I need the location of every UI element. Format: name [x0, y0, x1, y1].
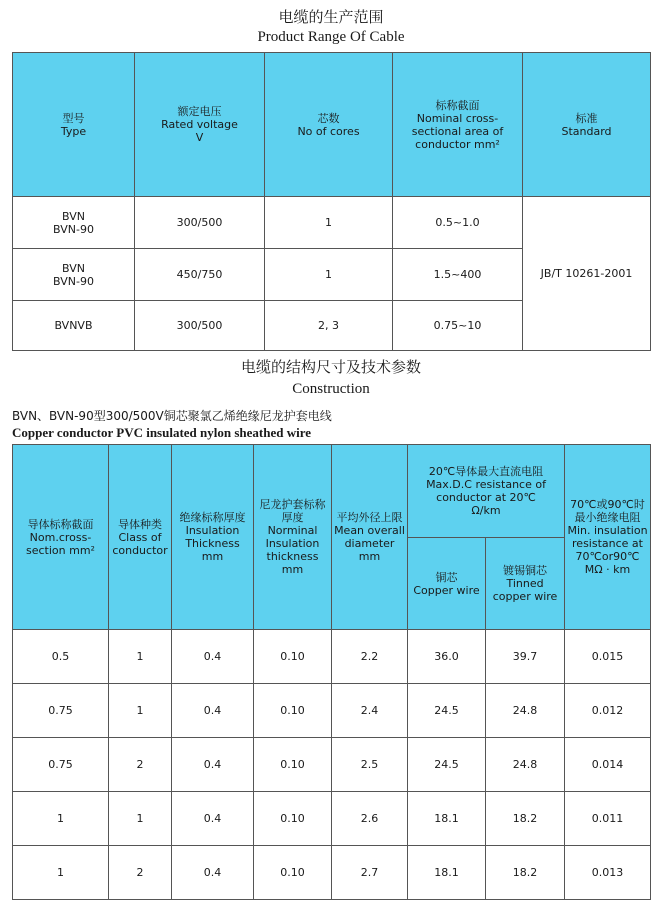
table-row	[13, 684, 651, 738]
cell-tinned: 24.8	[486, 684, 565, 738]
cell-standard: JB/T 10261-2001	[523, 197, 651, 351]
header-tinned-en: Tinned copper wire	[492, 577, 558, 603]
header-nom-area-en: Nom.cross-section mm²	[26, 530, 95, 557]
header-standard	[523, 53, 651, 197]
cell-tinned: 18.2	[486, 846, 565, 900]
table-row	[13, 738, 651, 792]
cell-area: 0.5~1.0	[393, 197, 523, 249]
product-range-table	[12, 52, 651, 351]
cell-class: 1	[109, 792, 172, 846]
product-range-header-row	[13, 53, 651, 197]
header-class-cn: 导体种类	[118, 517, 162, 531]
header-resistance	[408, 445, 565, 538]
header-insulation-en: Insulation Thickness mm	[185, 524, 240, 563]
cell-nylon: 0.10	[254, 684, 332, 738]
cell-cores: 1	[265, 249, 393, 301]
header-standard-cn: 标准	[575, 111, 598, 125]
header-copper-en: Copper wire	[413, 583, 480, 597]
cell-nom-area: 0.75	[13, 738, 109, 792]
header-nom-area-cn: 导体标称截面	[27, 517, 94, 531]
header-nylon	[254, 445, 332, 630]
cell-nylon: 0.10	[254, 792, 332, 846]
header-standard-en: Standard	[561, 124, 612, 138]
header-insulation	[172, 445, 254, 630]
cell-copper: 18.1	[408, 792, 486, 846]
cell-nylon: 0.10	[254, 630, 332, 684]
header-copper-cn: 铜芯	[435, 570, 458, 584]
cell-insulation-resistance: 0.011	[565, 792, 651, 846]
header-resistance-cn: 20℃导体最大直流电阻	[428, 465, 544, 478]
header-copper	[408, 538, 486, 630]
table-row	[13, 846, 651, 900]
header-tinned	[486, 538, 565, 630]
construction-header-row-1	[13, 445, 651, 538]
header-diameter	[332, 445, 408, 630]
construction-table	[12, 444, 651, 900]
cell-nylon: 0.10	[254, 738, 332, 792]
cell-diameter: 2.7	[332, 846, 408, 900]
product-range-title-cn: 电缆的生产范围	[278, 8, 384, 26]
table-row	[13, 630, 651, 684]
header-nom-area	[13, 445, 109, 630]
header-cores-cn: 芯数	[317, 111, 340, 125]
cell-class: 1	[109, 630, 172, 684]
cell-diameter: 2.6	[332, 792, 408, 846]
cell-insulation-resistance: 0.012	[565, 684, 651, 738]
cell-class: 2	[109, 738, 172, 792]
cell-nom-area: 1	[13, 792, 109, 846]
cell-diameter: 2.4	[332, 684, 408, 738]
construction-title-en: Construction	[292, 381, 370, 397]
header-area-en: Nominal cross-sectional area of conductor mm²	[411, 111, 504, 151]
header-insulation-resistance	[565, 445, 651, 630]
cell-area: 0.75~10	[393, 301, 523, 351]
header-class	[109, 445, 172, 630]
type-line-2: BVN-90	[53, 222, 94, 236]
cell-class: 2	[109, 846, 172, 900]
cell-voltage: 450/750	[135, 249, 265, 301]
cell-copper: 36.0	[408, 630, 486, 684]
cell-copper: 18.1	[408, 846, 486, 900]
cell-cores: 2, 3	[265, 301, 393, 351]
cell-nylon: 0.10	[254, 846, 332, 900]
table-row	[13, 792, 651, 846]
header-diameter-en: Mean overall diameter mm	[334, 524, 405, 563]
cell-tinned: 39.7	[486, 630, 565, 684]
header-area-cn: 标称截面	[435, 98, 480, 112]
cell-nom-area: 0.5	[13, 630, 109, 684]
cell-voltage: 300/500	[135, 301, 265, 351]
construction-subtitle-cn: BVN、BVN-90型300/500V铜芯聚氯乙烯绝缘尼龙护套电线	[12, 409, 332, 423]
type-line-1: BVN	[62, 261, 85, 275]
cell-cores: 1	[265, 197, 393, 249]
cell-insulation-resistance: 0.013	[565, 846, 651, 900]
type-line-2: BVN-90	[53, 274, 94, 288]
header-insulation-cn: 绝缘标称厚度	[179, 511, 246, 524]
cell-voltage: 300/500	[135, 197, 265, 249]
header-insres-en: Min. insulation resistance at 70℃or90℃ MΩ · km	[567, 524, 648, 576]
cell-tinned: 24.8	[486, 738, 565, 792]
cell-diameter: 2.5	[332, 738, 408, 792]
header-cores-en: No of cores	[297, 124, 360, 138]
cell-type	[13, 249, 135, 301]
header-type	[13, 53, 135, 197]
construction-subtitle-en: Copper conductor PVC insulated nylon sheathed wire	[12, 425, 312, 440]
cell-insulation: 0.4	[172, 792, 254, 846]
header-type-en: Type	[60, 124, 87, 138]
cell-tinned: 18.2	[486, 792, 565, 846]
header-class-en: Class of conductor	[112, 530, 168, 557]
cell-area: 1.5~400	[393, 249, 523, 301]
cell-insulation: 0.4	[172, 630, 254, 684]
header-insres-cn: 70℃或90℃时最小绝缘电阻	[570, 498, 645, 524]
cell-copper: 24.5	[408, 684, 486, 738]
header-resistance-en: Max.D.C resistance of conductor at 20℃ Ω/km	[426, 478, 546, 517]
cell-insulation-resistance: 0.015	[565, 630, 651, 684]
table-row	[13, 197, 651, 249]
header-type-cn: 型号	[62, 111, 85, 125]
construction-title-cn: 电缆的结构尺寸及技术参数	[240, 358, 421, 376]
cell-class: 1	[109, 684, 172, 738]
type-line-1: BVN	[62, 209, 85, 223]
header-voltage-cn: 额定电压	[177, 105, 222, 118]
cell-insulation: 0.4	[172, 684, 254, 738]
header-tinned-cn: 镀锡铜芯	[503, 564, 547, 577]
cell-type	[13, 197, 135, 249]
construction-table-body	[13, 630, 651, 900]
product-range-title-en: Product Range Of Cable	[257, 29, 405, 45]
header-nylon-en: Norminal Insulation thickness mm	[265, 524, 320, 576]
cell-diameter: 2.2	[332, 630, 408, 684]
cell-insulation: 0.4	[172, 846, 254, 900]
header-rated-voltage	[135, 53, 265, 197]
header-voltage-en: Rated voltage	[161, 118, 238, 131]
header-diameter-cn: 平均外径上限	[336, 511, 403, 524]
cell-insulation-resistance: 0.014	[565, 738, 651, 792]
cell-copper: 24.5	[408, 738, 486, 792]
cell-insulation: 0.4	[172, 738, 254, 792]
header-nominal-area	[393, 53, 523, 197]
header-nylon-cn: 尼龙护套标称厚度	[259, 498, 326, 524]
cell-nom-area: 0.75	[13, 684, 109, 738]
cell-nom-area: 1	[13, 846, 109, 900]
header-cores	[265, 53, 393, 197]
cell-type: BVNVB	[13, 301, 135, 351]
header-voltage-unit: V	[195, 131, 204, 144]
